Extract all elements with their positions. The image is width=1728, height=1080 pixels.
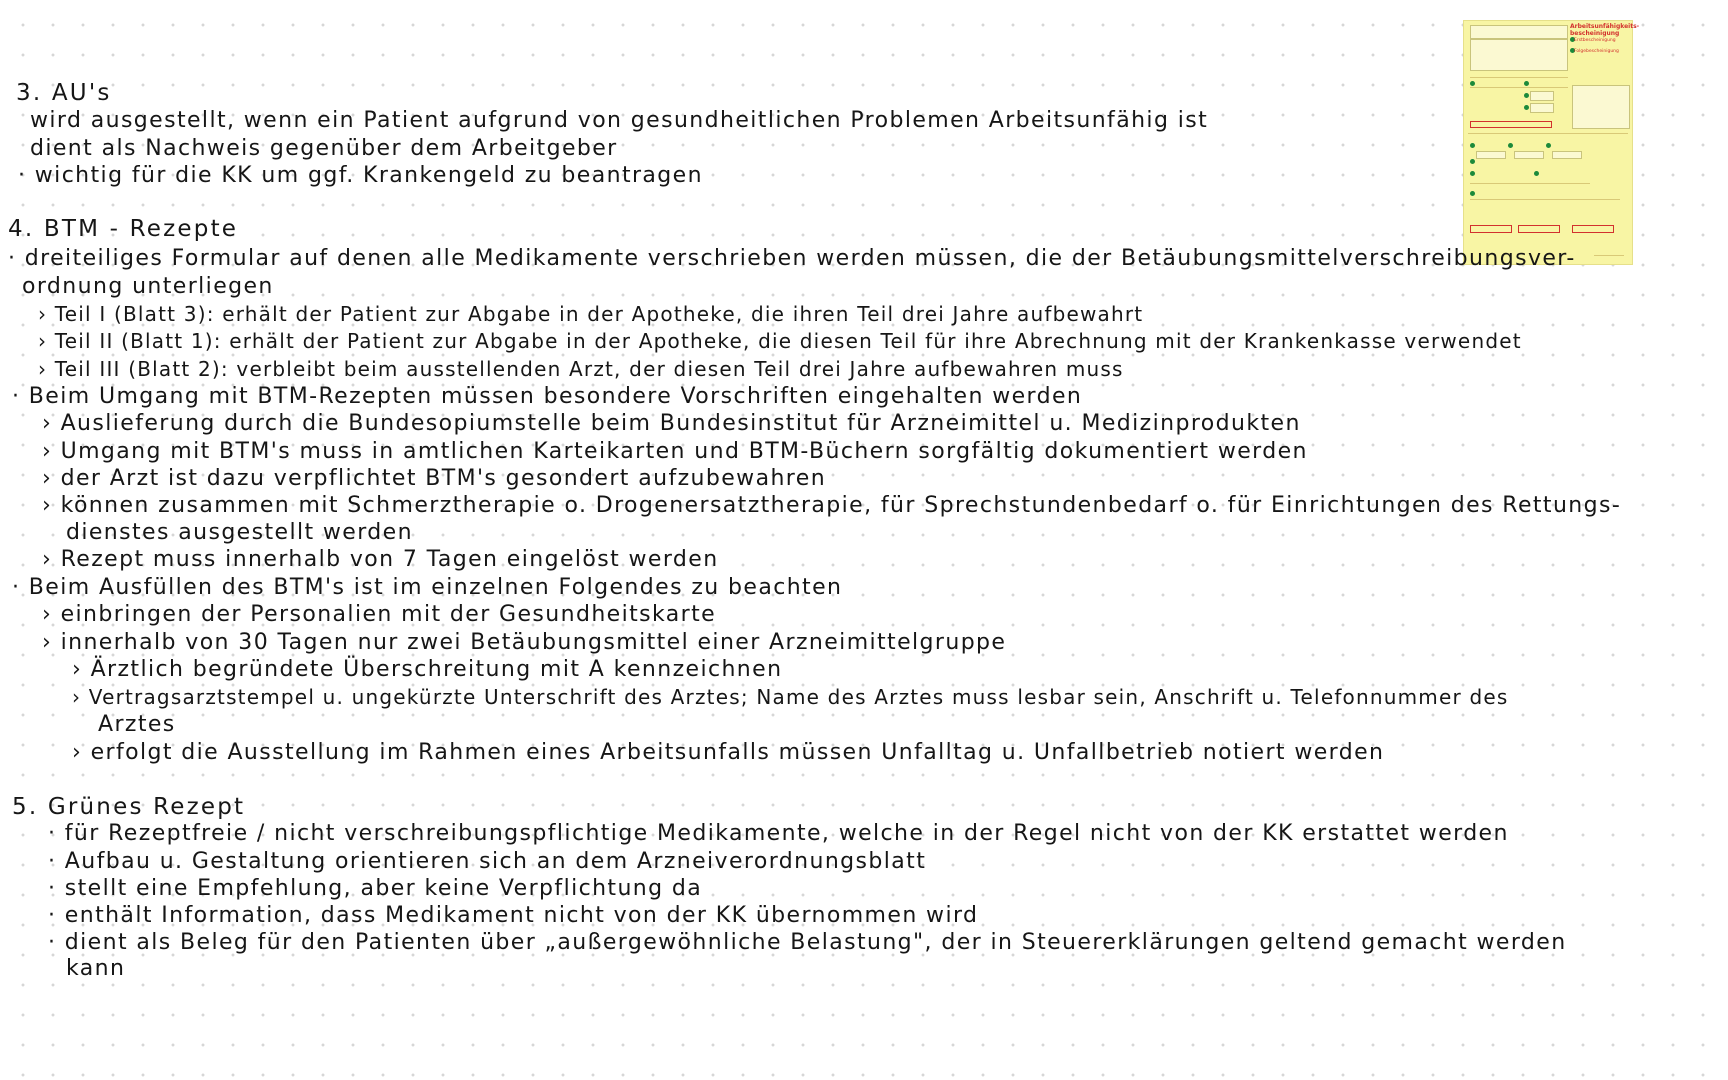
btm-line-10: › können zusammen mit Schmerztherapie o. Drogenersatztherapie, für Sprechstundenbedarf o. für Einrichtungen des Rettungs- [42,493,1622,518]
au-form-option-2: Folgebescheinigung [1574,49,1619,54]
green-line-5: · dient als Beleg für den Patienten über „außergewöhnliche Belastung", der in Steuererklärungen geltend gemacht werden [48,930,1567,955]
btm-line-11: dienstes ausgestellt werden [66,520,413,545]
au-form-option-1: Erstbescheinigung [1574,38,1616,43]
btm-line-7: › Auslieferung durch die Bundesopiumstelle beim Bundesinstitut für Arzneimittel u. Medizinprodukten [42,411,1301,436]
green-line-3: · stellt eine Empfehlung, aber keine Verpflichtung da [48,876,703,901]
au-form-thumbnail [1463,20,1640,265]
btm-line-13: · Beim Ausfüllen des BTM's ist im einzelnen Folgendes zu beachten [12,575,843,600]
btm-line-1: · dreiteiliges Formular auf denen alle Medikamente verschrieben werden müssen, die der Betäubungsmittelverschreibungsver- [8,246,1576,271]
btm-line-5: › Teil III (Blatt 2): verbleibt beim ausstellenden Arzt, der diesen Teil drei Jahre aufbewahren muss [38,357,1124,381]
btm-line-16: › Ärztlich begründete Überschreitung mit A kennzeichnen [72,657,783,682]
btm-line-14: › einbringen der Personalien mit der Gesundheitskarte [42,602,717,627]
au-form-title: Arbeitsunfähigkeits-bescheinigung [1570,23,1640,37]
section-heading-au: 3. AU's [16,80,112,106]
au-line-2: dient als Nachweis gegenüber dem Arbeitgeber [30,136,618,161]
green-line-6: kann [66,956,126,981]
green-line-4: · enthält Information, dass Medikament nicht von der KK übernommen wird [48,903,979,928]
btm-line-4: › Teil II (Blatt 1): erhält der Patient zur Abgabe in der Apotheke, die diesen Teil für ihre Abrechnung mit der Krankenkasse verwendet [38,329,1522,353]
btm-line-18: Arztes [98,712,176,737]
btm-line-19: › erfolgt die Ausstellung im Rahmen eines Arbeitsunfalls müssen Unfalltag u. Unfallbetrieb notiert werden [72,740,1385,765]
section-heading-green: 5. Grünes Rezept [12,794,246,820]
btm-line-6: · Beim Umgang mit BTM-Rezepten müssen besondere Vorschriften eingehalten werden [12,384,1083,409]
btm-line-2: ordnung unterliegen [22,274,274,299]
btm-line-12: › Rezept muss innerhalb von 7 Tagen eingelöst werden [42,547,719,572]
btm-line-15: › innerhalb von 30 Tagen nur zwei Betäubungsmittel einer Arzneimittelgruppe [42,630,1007,655]
btm-line-17: › Vertragsarztstempel u. ungekürzte Unterschrift des Arztes; Name des Arztes muss lesbar sein, Anschrift u. Telefonnummer des [72,685,1509,709]
section-heading-btm: 4. BTM - Rezepte [8,216,239,242]
btm-line-8: › Umgang mit BTM's muss in amtlichen Karteikarten und BTM-Büchern sorgfältig dokumentiert werden [42,439,1308,464]
btm-line-3: › Teil I (Blatt 3): erhält der Patient zur Abgabe in der Apotheke, die ihren Teil drei Jahre aufbewahrt [38,302,1144,326]
green-line-2: · Aufbau u. Gestaltung orientieren sich an dem Arzneiverordnungsblatt [48,849,927,874]
btm-line-9: › der Arzt ist dazu verpflichtet BTM's gesondert aufzubewahren [42,466,827,491]
au-line-3: · wichtig für die KK um ggf. Krankengeld zu beantragen [18,163,703,188]
au-line-1: wird ausgestellt, wenn ein Patient aufgrund von gesundheitlichen Problemen Arbeitsunfähig ist [30,108,1209,133]
green-line-1: · für Rezeptfreie / nicht verschreibungspflichtige Medikamente, welche in der Regel nicht von der KK erstattet werden [48,821,1509,846]
